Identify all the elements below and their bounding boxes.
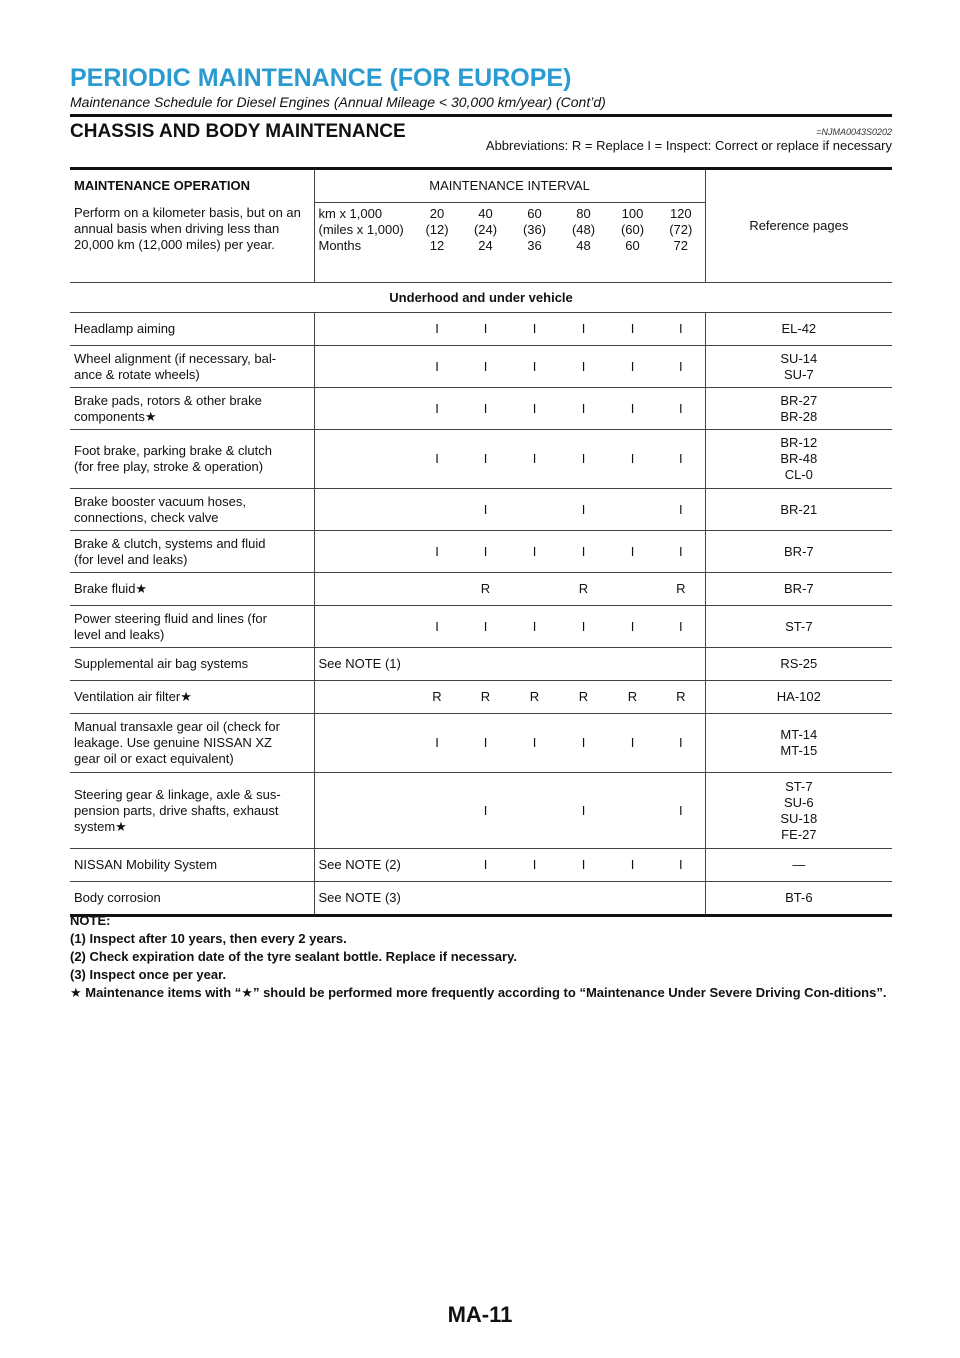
interval-value-cell: I <box>559 849 608 882</box>
note-item: (1) Inspect after 10 years, then every 2 years. <box>70 931 347 946</box>
interval-value-cell: I <box>413 430 461 489</box>
operation-cell: Steering gear & linkage, axle & sus- pension parts, drive shafts, exhaust system★ <box>70 773 314 849</box>
interval-cell: 80 (48) 48 <box>559 202 608 283</box>
interval-cell: 60 (36) 36 <box>510 202 559 283</box>
interval-value-cell: I <box>510 714 559 773</box>
units-text: km x 1,000 (miles x 1,000) Months <box>314 202 413 283</box>
interval-value-cell: I <box>559 489 608 531</box>
operation-cell: Brake pads, rotors & other brake components★ <box>70 388 314 430</box>
operation-cell: Body corrosion <box>70 882 314 916</box>
table-row <box>70 681 892 714</box>
interval-value-cell: I <box>510 606 559 648</box>
table-row <box>70 430 892 489</box>
interval-value-cell <box>413 648 461 681</box>
page-header-subtitle: Maintenance Schedule for Diesel Engines (Annual Mileage < 30,000 km/year) (Cont’d) <box>70 94 606 110</box>
interval-value-cell: I <box>657 489 705 531</box>
ref-header: Reference pages <box>705 169 892 283</box>
note-item: (2) Check expiration date of the tyre sealant bottle. Replace if necessary. <box>70 949 517 964</box>
interval-value-cell <box>413 849 461 882</box>
table-header-row-1 <box>70 169 892 203</box>
interval-value-cell: I <box>608 388 657 430</box>
interval-value-cell: I <box>461 346 510 388</box>
reference-cell: RS-25 <box>705 648 892 681</box>
interval-value-cell: I <box>559 531 608 573</box>
interval-value-cell: I <box>461 606 510 648</box>
interval-value-cell: I <box>657 388 705 430</box>
reference-cell: — <box>705 849 892 882</box>
operation-cell: Wheel alignment (if necessary, bal- ance & rotate wheels) <box>70 346 314 388</box>
table-row <box>70 346 892 388</box>
interval-value-cell: R <box>559 681 608 714</box>
table-row <box>70 714 892 773</box>
interval-header: MAINTENANCE INTERVAL <box>314 169 705 203</box>
interval-value-cell <box>510 573 559 606</box>
interval-value-cell: I <box>510 430 559 489</box>
interval-value-cell <box>608 773 657 849</box>
note-ref-cell: See NOTE (2) <box>314 849 413 882</box>
interval-value-cell: I <box>461 489 510 531</box>
reference-cell: BR-12 BR-48 CL-0 <box>705 430 892 489</box>
page-number: MA-11 <box>447 1302 513 1327</box>
interval-value-cell: I <box>657 346 705 388</box>
abbreviations-legend: Abbreviations: R = Replace I = Inspect: Correct or replace if necessary <box>485 138 892 153</box>
interval-cell: 120 (72) 72 <box>657 202 705 283</box>
maintenance-schedule-table <box>70 167 892 917</box>
interval-value-cell: I <box>608 313 657 346</box>
interval-value-cell: R <box>657 681 705 714</box>
reference-cell: MT-14 MT-15 <box>705 714 892 773</box>
reference-cell: BR-27 BR-28 <box>705 388 892 430</box>
interval-value-cell: I <box>559 773 608 849</box>
operation-cell: NISSAN Mobility System <box>70 849 314 882</box>
note-ref-cell <box>314 313 413 346</box>
note-ref-cell <box>314 714 413 773</box>
interval-value-cell: I <box>608 430 657 489</box>
interval-value-cell: I <box>657 714 705 773</box>
table-row <box>70 648 892 681</box>
interval-value-cell <box>461 648 510 681</box>
basis-text: Perform on a kilometer basis, but on an annual basis when driving less than 20,000 km (12,000 miles) per year. <box>70 202 314 283</box>
interval-value-cell: I <box>608 714 657 773</box>
interval-value-cell <box>657 648 705 681</box>
note-ref-cell <box>314 531 413 573</box>
page-header <box>70 64 892 111</box>
interval-value-cell: I <box>510 313 559 346</box>
reference-cell: HA-102 <box>705 681 892 714</box>
interval-value-cell: I <box>413 346 461 388</box>
note-ref-cell: See NOTE (1) <box>314 648 413 681</box>
interval-cell: 40 (24) 24 <box>461 202 510 283</box>
interval-value-cell: I <box>413 531 461 573</box>
interval-value-cell: R <box>413 681 461 714</box>
table-row <box>70 573 892 606</box>
interval-value-cell: I <box>510 849 559 882</box>
interval-value-cell: I <box>510 346 559 388</box>
reference-cell: ST-7 <box>705 606 892 648</box>
interval-value-cell: I <box>559 346 608 388</box>
notes-section <box>70 912 892 1002</box>
interval-value-cell <box>608 882 657 916</box>
table-row <box>70 882 892 916</box>
header-rule <box>70 114 892 117</box>
interval-value-cell <box>608 573 657 606</box>
operation-cell: Supplemental air bag systems <box>70 648 314 681</box>
table-row <box>70 773 892 849</box>
notes-heading: NOTE: <box>70 913 111 928</box>
interval-value-cell: I <box>657 773 705 849</box>
interval-value-cell: I <box>608 606 657 648</box>
section-header <box>70 119 892 159</box>
group-title: Underhood and under vehicle <box>70 283 892 313</box>
interval-value-cell <box>559 882 608 916</box>
interval-value-cell <box>657 882 705 916</box>
operation-cell: Ventilation air filter★ <box>70 681 314 714</box>
note-ref-cell <box>314 489 413 531</box>
interval-value-cell: I <box>413 606 461 648</box>
group-row <box>70 283 892 313</box>
op-header: MAINTENANCE OPERATION <box>70 169 314 203</box>
reference-cell: BR-21 <box>705 489 892 531</box>
interval-value-cell: I <box>461 849 510 882</box>
interval-value-cell: I <box>461 531 510 573</box>
note-item: ★ Maintenance items with “★” should be performed more frequently according to “Maintenance Under Severe Driving Con-ditions”. <box>70 985 887 1000</box>
note-ref-cell <box>314 573 413 606</box>
interval-cell: 20 (12) 12 <box>413 202 461 283</box>
interval-value-cell: I <box>559 606 608 648</box>
interval-value-cell: R <box>559 573 608 606</box>
note-ref-cell <box>314 773 413 849</box>
interval-value-cell: I <box>657 430 705 489</box>
note-ref-cell: See NOTE (3) <box>314 882 413 916</box>
reference-cell: EL-42 <box>705 313 892 346</box>
interval-value-cell: R <box>657 573 705 606</box>
note-ref-cell <box>314 681 413 714</box>
interval-value-cell: I <box>510 388 559 430</box>
interval-value-cell: I <box>461 388 510 430</box>
interval-value-cell: I <box>461 313 510 346</box>
note-ref-cell <box>314 606 413 648</box>
interval-value-cell <box>559 648 608 681</box>
table-row <box>70 606 892 648</box>
operation-cell: Brake booster vacuum hoses, connections, check valve <box>70 489 314 531</box>
reference-cell: SU-14 SU-7 <box>705 346 892 388</box>
interval-value-cell: I <box>510 531 559 573</box>
reference-cell: BR-7 <box>705 573 892 606</box>
interval-value-cell: I <box>413 388 461 430</box>
interval-value-cell: I <box>608 849 657 882</box>
page-header-title: PERIODIC MAINTENANCE (FOR EUROPE) <box>70 64 572 92</box>
interval-value-cell: I <box>461 773 510 849</box>
interval-value-cell: I <box>657 531 705 573</box>
section-code: =NJMA0043S0202 <box>816 127 892 137</box>
interval-value-cell <box>413 882 461 916</box>
interval-value-cell <box>608 648 657 681</box>
note-ref-cell <box>314 346 413 388</box>
interval-value-cell: I <box>559 714 608 773</box>
reference-cell: BR-7 <box>705 531 892 573</box>
interval-value-cell <box>510 648 559 681</box>
operation-cell: Brake fluid★ <box>70 573 314 606</box>
interval-value-cell: I <box>608 531 657 573</box>
interval-value-cell: R <box>461 681 510 714</box>
interval-value-cell <box>413 573 461 606</box>
note-ref-cell <box>314 430 413 489</box>
interval-value-cell: R <box>608 681 657 714</box>
operation-cell: Brake & clutch, systems and fluid (for level and leaks) <box>70 531 314 573</box>
interval-value-cell: I <box>657 313 705 346</box>
interval-value-cell <box>461 882 510 916</box>
interval-value-cell <box>608 489 657 531</box>
table-row <box>70 388 892 430</box>
interval-value-cell: R <box>510 681 559 714</box>
operation-cell: Power steering fluid and lines (for level and leaks) <box>70 606 314 648</box>
interval-value-cell: R <box>461 573 510 606</box>
interval-value-cell: I <box>461 430 510 489</box>
section-title: CHASSIS AND BODY MAINTENANCE <box>70 121 406 142</box>
interval-value-cell <box>413 489 461 531</box>
reference-cell: ST-7 SU-6 SU-18 FE-27 <box>705 773 892 849</box>
table-row <box>70 313 892 346</box>
interval-value-cell: I <box>608 346 657 388</box>
operation-cell: Foot brake, parking brake & clutch (for free play, stroke & operation) <box>70 430 314 489</box>
note-ref-cell <box>314 388 413 430</box>
note-item: (3) Inspect once per year. <box>70 967 227 982</box>
interval-value-cell: I <box>657 849 705 882</box>
table-row <box>70 531 892 573</box>
interval-value-cell <box>510 882 559 916</box>
table-row <box>70 849 892 882</box>
operation-cell: Manual transaxle gear oil (check for leakage. Use genuine NISSAN XZ gear oil or exact equivalent) <box>70 714 314 773</box>
interval-value-cell: I <box>559 430 608 489</box>
reference-cell: BT-6 <box>705 882 892 916</box>
operation-cell: Headlamp aiming <box>70 313 314 346</box>
interval-cell: 100 (60) 60 <box>608 202 657 283</box>
interval-value-cell: I <box>413 714 461 773</box>
interval-value-cell: I <box>657 606 705 648</box>
table-row <box>70 489 892 531</box>
interval-value-cell <box>510 489 559 531</box>
interval-value-cell: I <box>559 313 608 346</box>
interval-value-cell: I <box>413 313 461 346</box>
interval-value-cell <box>413 773 461 849</box>
interval-value-cell: I <box>461 714 510 773</box>
interval-value-cell <box>510 773 559 849</box>
interval-value-cell: I <box>559 388 608 430</box>
